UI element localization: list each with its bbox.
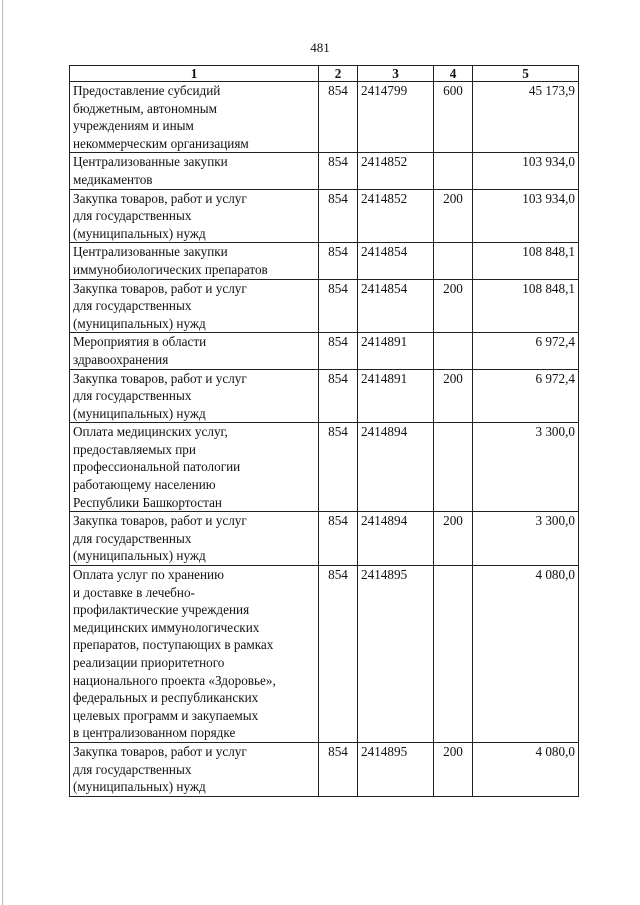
amount-cell: 103 934,0: [473, 189, 579, 243]
column-header: 3: [358, 66, 434, 82]
amount-cell: 108 848,1: [473, 279, 579, 333]
page-number: 481: [310, 40, 330, 55]
column-header: 4: [434, 66, 473, 82]
table-row: [70, 279, 579, 333]
expense-type-cell: 200: [434, 742, 473, 796]
target-article-cell: 2414799: [358, 82, 434, 153]
row-name-cell: Закупка товаров, работ и услуг для государственных (муниципальных) нужд: [70, 189, 319, 243]
column-header: 1: [70, 66, 319, 82]
row-name-cell: Централизованные закупки иммунобиологических препаратов: [70, 243, 319, 279]
expense-type-cell: [434, 243, 473, 279]
target-article-cell: 2414854: [358, 279, 434, 333]
section-code-cell: 854: [319, 423, 358, 512]
amount-cell: 103 934,0: [473, 153, 579, 189]
row-name-cell: Закупка товаров, работ и услуг для государственных (муниципальных) нужд: [70, 512, 319, 566]
table-row: [70, 243, 579, 279]
table-row: [70, 82, 579, 153]
row-name-cell: Закупка товаров, работ и услуг для государственных (муниципальных) нужд: [70, 742, 319, 796]
amount-cell: 4 080,0: [473, 742, 579, 796]
amount-cell: 6 972,4: [473, 333, 579, 369]
expense-type-cell: [434, 423, 473, 512]
expense-type-cell: [434, 153, 473, 189]
row-name-cell: Закупка товаров, работ и услуг для государственных (муниципальных) нужд: [70, 369, 319, 423]
amount-cell: 45 173,9: [473, 82, 579, 153]
table-row: [70, 153, 579, 189]
table-row: [70, 333, 579, 369]
row-name-cell: Оплата услуг по хранению и доставке в лечебно- профилактические учреждения медицинских иммунологических препаратов, поступающих в рамках реализации приоритетного национального проекта «Здоровье», федеральных и республиканских целевых программ и закупаемых в централизованном порядке: [70, 566, 319, 743]
row-name-cell: Закупка товаров, работ и услуг для государственных (муниципальных) нужд: [70, 279, 319, 333]
expense-type-cell: 200: [434, 279, 473, 333]
table-row: [70, 512, 579, 566]
amount-cell: 6 972,4: [473, 369, 579, 423]
table-row: [70, 369, 579, 423]
section-code-cell: 854: [319, 333, 358, 369]
header-row: [70, 66, 579, 82]
table-row: [70, 423, 579, 512]
amount-cell: 108 848,1: [473, 243, 579, 279]
expense-type-cell: [434, 333, 473, 369]
section-code-cell: 854: [319, 82, 358, 153]
column-header: 2: [319, 66, 358, 82]
section-code-cell: 854: [319, 243, 358, 279]
expense-type-cell: 600: [434, 82, 473, 153]
target-article-cell: 2414895: [358, 566, 434, 743]
amount-cell: 3 300,0: [473, 423, 579, 512]
expense-type-cell: [434, 566, 473, 743]
section-code-cell: 854: [319, 512, 358, 566]
target-article-cell: 2414891: [358, 369, 434, 423]
section-code-cell: 854: [319, 369, 358, 423]
row-name-cell: Оплата медицинских услуг, предоставляемых при профессиональной патологии работающему населению Республики Башкортостан: [70, 423, 319, 512]
section-code-cell: 854: [319, 189, 358, 243]
section-code-cell: 854: [319, 742, 358, 796]
target-article-cell: 2414894: [358, 423, 434, 512]
section-code-cell: 854: [319, 566, 358, 743]
budget-table: [69, 65, 579, 797]
target-article-cell: 2414852: [358, 189, 434, 243]
scan-edge: [2, 0, 3, 905]
target-article-cell: 2414894: [358, 512, 434, 566]
target-article-cell: 2414891: [358, 333, 434, 369]
expense-type-cell: 200: [434, 512, 473, 566]
expense-type-cell: 200: [434, 369, 473, 423]
row-name-cell: Предоставление субсидий бюджетным, автономным учреждениям и иным некоммерческим организациям: [70, 82, 319, 153]
target-article-cell: 2414854: [358, 243, 434, 279]
column-header: 5: [473, 66, 579, 82]
target-article-cell: 2414852: [358, 153, 434, 189]
target-article-cell: 2414895: [358, 742, 434, 796]
row-name-cell: Мероприятия в области здравоохранения: [70, 333, 319, 369]
amount-cell: 3 300,0: [473, 512, 579, 566]
expense-type-cell: 200: [434, 189, 473, 243]
section-code-cell: 854: [319, 153, 358, 189]
row-name-cell: Централизованные закупки медикаментов: [70, 153, 319, 189]
amount-cell: 4 080,0: [473, 566, 579, 743]
table-row: [70, 566, 579, 743]
table-row: [70, 742, 579, 796]
section-code-cell: 854: [319, 279, 358, 333]
table-row: [70, 189, 579, 243]
